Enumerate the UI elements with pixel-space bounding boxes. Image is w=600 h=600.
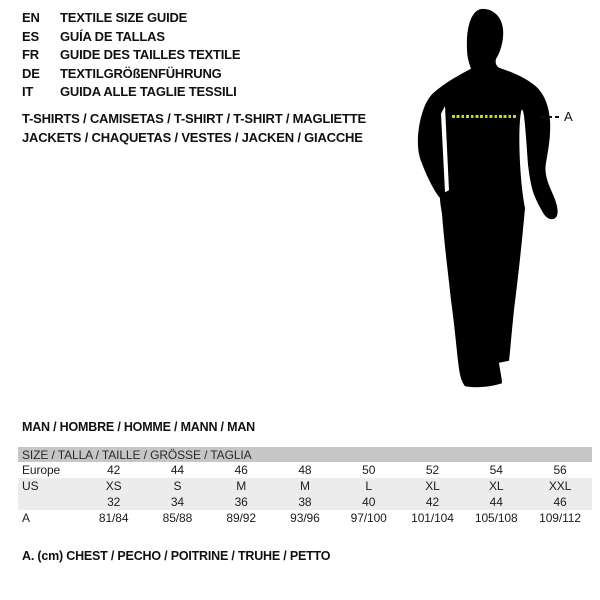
table-row-chest-a	[18, 510, 592, 526]
cell: 52	[425, 463, 440, 477]
cell: 85/88	[162, 511, 193, 525]
cell: 50	[362, 463, 376, 477]
cell: 34	[146, 494, 210, 510]
cell: 38	[273, 494, 337, 510]
table-row-us-numeric	[18, 494, 592, 510]
lang-code: IT	[22, 84, 34, 99]
cell: 105/108	[474, 511, 518, 525]
lang-label: TEXTILGRÖßENFÜHRUNG	[60, 65, 222, 81]
lang-code: ES	[22, 28, 39, 44]
size-table	[18, 447, 592, 526]
row-label	[18, 494, 82, 510]
cell: L	[337, 478, 401, 494]
cell: 101/104	[411, 511, 454, 525]
chest-measure-leader-line	[541, 116, 561, 118]
cell: 42	[107, 463, 121, 477]
row-label: US	[18, 478, 82, 494]
cell: 44	[464, 494, 528, 510]
cell: 93/96	[290, 511, 320, 525]
cell: 46	[234, 463, 248, 477]
cell: XXL	[528, 478, 592, 494]
lang-code: DE	[22, 65, 40, 81]
cell: S	[146, 478, 210, 494]
cell: M	[273, 478, 337, 494]
garment-categories	[22, 109, 366, 147]
cell: M	[209, 478, 273, 494]
table-row-us	[18, 478, 592, 494]
cell: XL	[401, 478, 465, 494]
measurement-footnote: A. (cm) CHEST / PECHO / POITRINE / TRUHE / PETTO	[22, 549, 331, 563]
lang-label: TEXTILE SIZE GUIDE	[60, 10, 188, 25]
row-label: Europe	[22, 463, 61, 477]
cell: 89/92	[226, 511, 256, 525]
row-label: A	[22, 511, 30, 525]
cell: 44	[170, 463, 184, 477]
section-title-man: MAN / HOMBRE / HOMME / MANN / MAN	[22, 420, 255, 434]
lang-code: EN	[22, 10, 40, 25]
size-table-header: SIZE / TALLA / TAILLE / GRÖSSE / TAGLIA	[18, 447, 592, 462]
cell: 32	[82, 494, 146, 510]
man-silhouette-figure	[415, 6, 565, 398]
cell: 46	[528, 494, 592, 510]
cell: 42	[401, 494, 465, 510]
cell: 109/112	[539, 511, 581, 525]
lang-label: GUIDA ALLE TAGLIE TESSILI	[60, 84, 237, 99]
size-table-header-row	[18, 447, 592, 462]
table-row-europe	[18, 462, 592, 478]
cell: 36	[209, 494, 273, 510]
category-tshirts: T-SHIRTS / CAMISETAS / T-SHIRT / T-SHIRT / MAGLIETTE	[22, 111, 366, 126]
language-list	[22, 11, 240, 99]
lang-code: FR	[22, 47, 39, 62]
cell: 56	[553, 463, 567, 477]
cell: 40	[337, 494, 401, 510]
lang-label: GUÍA DE TALLAS	[60, 28, 165, 44]
cell: 81/84	[98, 511, 129, 525]
cell: 48	[298, 463, 312, 477]
cell: XL	[464, 478, 528, 494]
cell: 97/100	[350, 511, 387, 525]
lang-label: GUIDE DES TAILLES TEXTILE	[60, 47, 241, 62]
chest-measure-dashed-line	[452, 115, 518, 118]
cell: XS	[82, 478, 146, 494]
cell: 54	[489, 463, 503, 477]
man-silhouette-svg	[415, 6, 565, 398]
chest-measure-label: A	[564, 109, 573, 124]
category-jackets: JACKETS / CHAQUETAS / VESTES / JACKEN / GIACCHE	[22, 130, 363, 145]
